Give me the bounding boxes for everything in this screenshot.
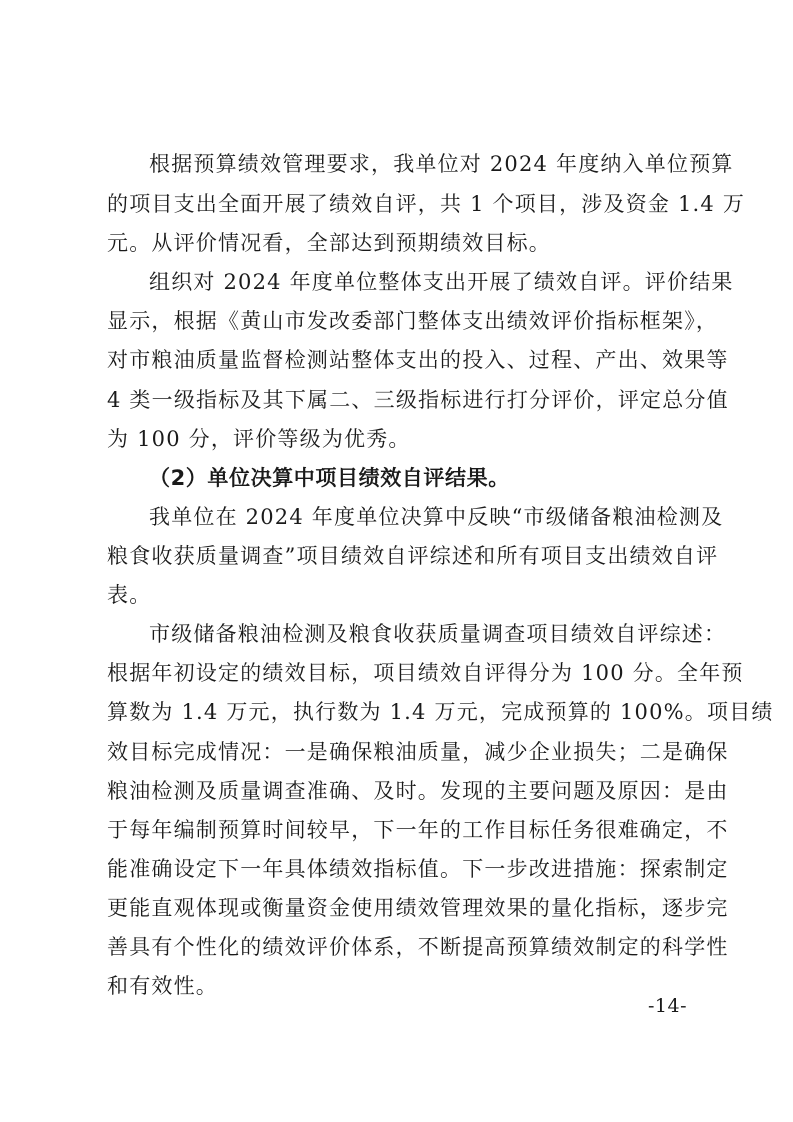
paragraph-4-line-7: 能准确设定下一年具体绩效指标值。下一步改进措施：探索制定 — [107, 857, 729, 881]
paragraph-4-line-1: 市级储备粮油检测及粮食收获质量调查项目绩效自评综述： — [149, 622, 727, 646]
paragraph-2-line-3: 对市粮油质量监督检测站整体支出的投入、过程、产出、效果等 — [107, 348, 729, 372]
paragraph-4-line-4: 效目标完成情况：一是确保粮油质量，减少企业损失；二是确保 — [107, 740, 729, 764]
paragraph-1-line-1: 根据预算绩效管理要求，我单位对 2024 年度纳入单位预算 — [149, 152, 734, 176]
paragraph-2-line-5: 为 100 分，评价等级为优秀。 — [107, 427, 411, 451]
paragraph-3-line-1: 我单位在 2024 年度单位决算中反映“市级储备粮油检测及 — [149, 505, 724, 529]
paragraph-1-line-2: 的项目支出全面开展了绩效自评，共 1 个项目，涉及资金 1.4 万 — [107, 192, 746, 216]
paragraph-4-line-9: 善具有个性化的绩效评价体系，不断提高预算绩效制定的科学性 — [107, 935, 729, 959]
page-number: -14- — [648, 995, 688, 1017]
paragraph-4-line-6: 于每年编制预算时间较早，下一年的工作目标任务很难确定，不 — [107, 818, 729, 842]
section-heading: （2）单位决算中项目绩效自评结果。 — [149, 466, 510, 490]
paragraph-2-line-4: 4 类一级指标及其下属二、三级指标进行打分评价，评定总分值 — [107, 388, 729, 412]
paragraph-2-line-1: 组织对 2024 年度单位整体支出开展了绩效自评。评价结果 — [149, 270, 734, 294]
paragraph-4-line-10: 和有效性。 — [107, 974, 218, 998]
paragraph-4-line-8: 更能直观体现或衡量资金使用绩效管理效果的量化指标，逐步完 — [107, 896, 729, 920]
paragraph-3-line-3: 表。 — [107, 583, 152, 607]
paragraph-2-line-2: 显示，根据《黄山市发改委部门整体支出绩效评价指标框架》， — [107, 309, 719, 333]
paragraph-4-line-2: 根据年初设定的绩效目标，项目绩效自评得分为 100 分。全年预 — [107, 661, 744, 685]
paragraph-4-line-5: 粮油检测及质量调查准确、及时。发现的主要问题及原因：是由 — [107, 779, 729, 803]
paragraph-4-line-3: 算数为 1.4 万元，执行数为 1.4 万元，完成预算的 100%。项目绩 — [107, 700, 774, 724]
paragraph-3-line-2: 粮食收获质量调查”项目绩效自评综述和所有项目支出绩效自评 — [107, 544, 719, 568]
paragraph-1-line-3: 元。从评价情况看，全部达到预期绩效目标。 — [107, 231, 551, 255]
